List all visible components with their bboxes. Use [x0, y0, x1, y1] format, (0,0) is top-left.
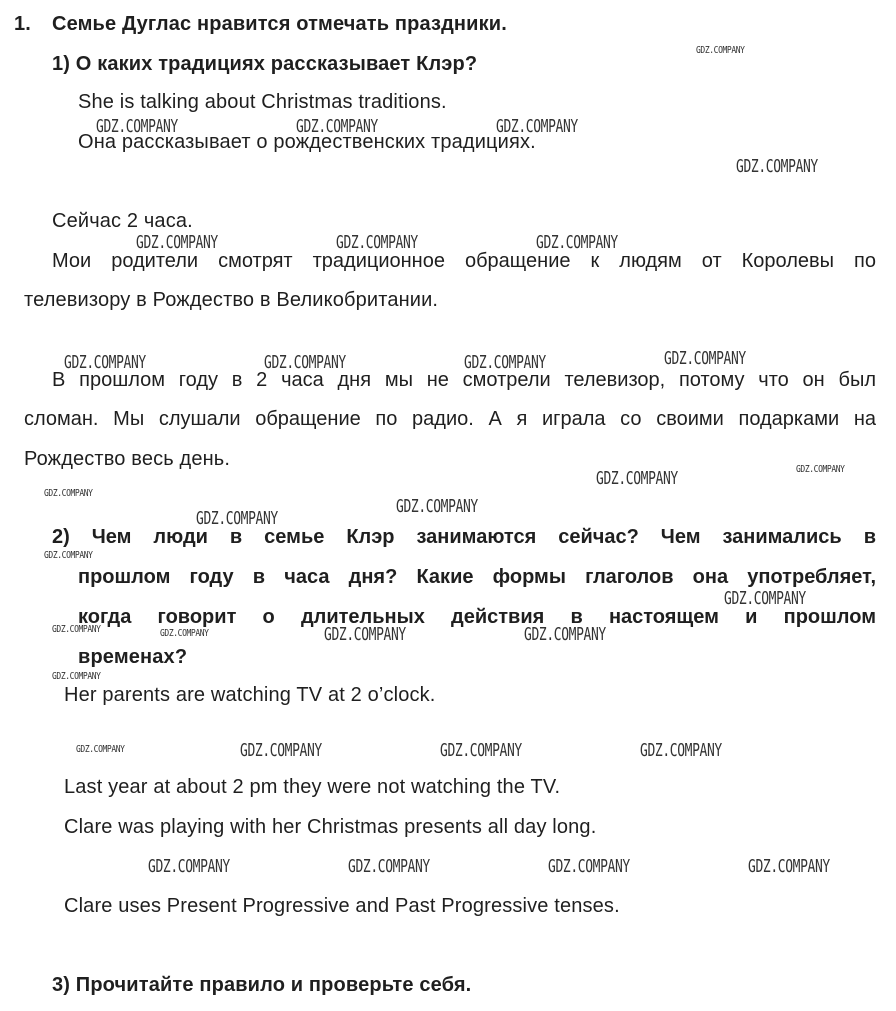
- watermark: GDZ.COMPANY: [264, 352, 346, 373]
- answer-2-line-2: Last year at about 2 pm they were not watching the TV.: [64, 776, 561, 798]
- watermark: GDZ.COMPANY: [52, 671, 101, 682]
- watermark: GDZ.COMPANY: [724, 588, 806, 609]
- answer-1-english: She is talking about Christmas traditions.: [78, 91, 447, 113]
- watermark: GDZ.COMPANY: [796, 464, 845, 475]
- translation-paragraph-1-line-2: телевизору в Рождество в Великобритании.: [24, 289, 439, 311]
- watermark: GDZ.COMPANY: [160, 628, 209, 639]
- watermark: GDZ.COMPANY: [64, 352, 146, 373]
- translation-paragraph-2-line-1: В прошлом году в 2 часа дня мы не смотрели телевизор, потому что он был: [52, 369, 876, 391]
- watermark: GDZ.COMPANY: [96, 116, 178, 137]
- answer-2-line-1: Her parents are watching TV at 2 o’clock.: [64, 684, 436, 706]
- answer-2-line-4: Clare uses Present Progressive and Past Progressive tenses.: [64, 895, 620, 917]
- question-1: 1) О каких традициях рассказывает Клэр?: [52, 53, 478, 75]
- translation-paragraph-1-line-1: Мои родители смотрят традиционное обращение к людям от Королевы по: [52, 250, 876, 272]
- watermark: GDZ.COMPANY: [464, 352, 546, 373]
- watermark: GDZ.COMPANY: [324, 624, 406, 645]
- watermark: GDZ.COMPANY: [148, 856, 230, 877]
- watermark: GDZ.COMPANY: [52, 624, 101, 635]
- exercise-number: 1.: [14, 13, 31, 35]
- watermark: GDZ.COMPANY: [44, 550, 93, 561]
- watermark: GDZ.COMPANY: [440, 740, 522, 761]
- watermark: GDZ.COMPANY: [196, 508, 278, 529]
- watermark: GDZ.COMPANY: [696, 45, 745, 56]
- translation-line-time: Сейчас 2 часа.: [52, 210, 193, 232]
- exercise-title: Семье Дуглас нравится отмечать праздники.: [52, 13, 507, 35]
- question-2-line-2: прошлом году в часа дня? Какие формы глаголов она употребляет,: [78, 566, 876, 588]
- watermark: GDZ.COMPANY: [396, 496, 478, 517]
- question-2-line-3: когда говорит о длительных действия в настоящем и прошлом: [78, 606, 876, 628]
- answer-1-russian: Она рассказывает о рождественских традициях.: [78, 131, 536, 153]
- question-2-line-4: временах?: [78, 646, 188, 668]
- question-3: 3) Прочитайте правило и проверьте себя.: [52, 974, 472, 996]
- watermark: GDZ.COMPANY: [640, 740, 722, 761]
- watermark: GDZ.COMPANY: [240, 740, 322, 761]
- watermark: GDZ.COMPANY: [536, 232, 618, 253]
- question-2-line-1: 2) Чем люди в семье Клэр занимаются сейчас? Чем занимались в: [52, 526, 876, 548]
- watermark: GDZ.COMPANY: [748, 856, 830, 877]
- watermark: GDZ.COMPANY: [548, 856, 630, 877]
- watermark: GDZ.COMPANY: [496, 116, 578, 137]
- watermark: GDZ.COMPANY: [664, 348, 746, 369]
- watermark: GDZ.COMPANY: [136, 232, 218, 253]
- watermark: GDZ.COMPANY: [336, 232, 418, 253]
- watermark: GDZ.COMPANY: [736, 156, 818, 177]
- watermark: GDZ.COMPANY: [348, 856, 430, 877]
- translation-paragraph-2-line-2: сломан. Мы слушали обращение по радио. А я играла со своими подарками на: [24, 408, 876, 430]
- answer-2-line-3: Clare was playing with her Christmas presents all day long.: [64, 816, 597, 838]
- watermark: GDZ.COMPANY: [76, 744, 125, 755]
- translation-paragraph-2-line-3: Рождество весь день.: [24, 448, 231, 470]
- watermark: GDZ.COMPANY: [524, 624, 606, 645]
- watermark: GDZ.COMPANY: [44, 488, 93, 499]
- watermark: GDZ.COMPANY: [596, 468, 678, 489]
- watermark: GDZ.COMPANY: [296, 116, 378, 137]
